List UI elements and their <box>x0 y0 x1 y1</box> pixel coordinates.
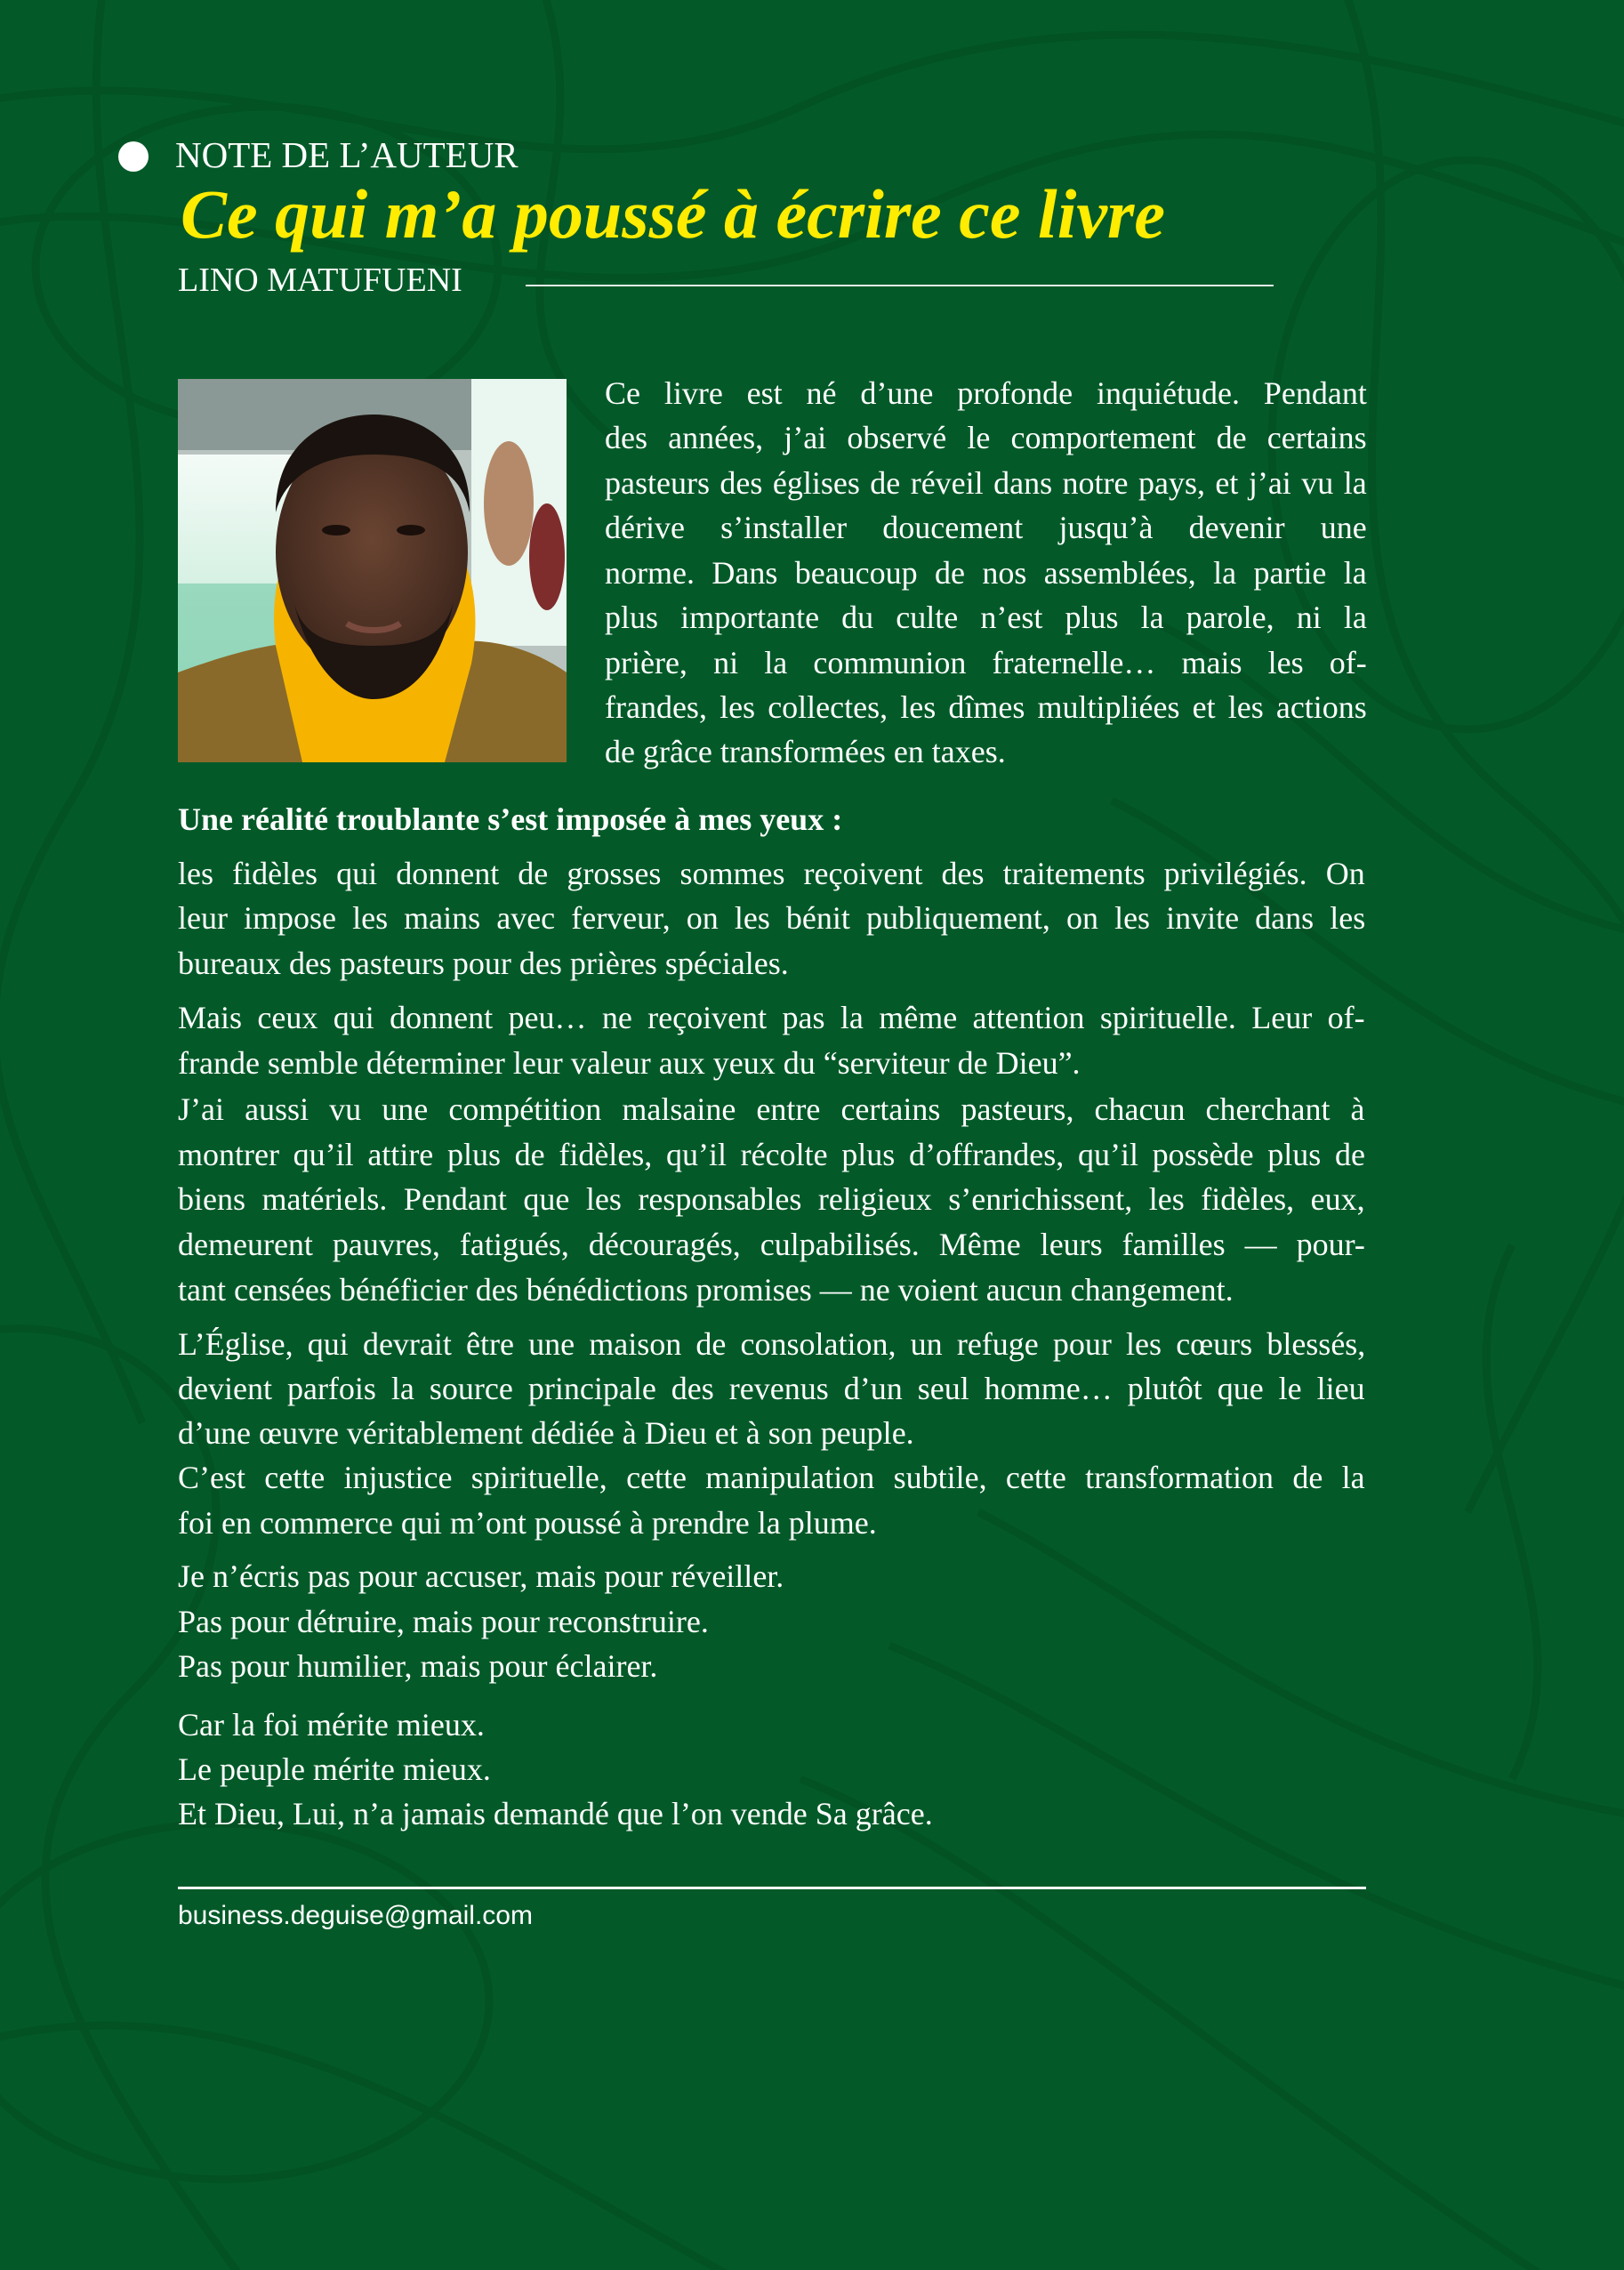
header-divider <box>526 285 1274 286</box>
body-line: L’Église, qui devrait être une maison de consolation, un refuge pour les cœurs blessés, <box>178 1326 1366 1362</box>
body-line: les fidèles qui donnent de grosses sommes reçoivent des traitements privilégiés. On <box>178 856 1365 891</box>
intro-line: des années, j’ai observé le comportement de certains <box>605 420 1367 455</box>
body-line: Et Dieu, Lui, n’a jamais demandé que l’on vende Sa grâce. <box>178 1796 933 1831</box>
intro-line: dérive s’installer doucement jusqu’à devenir une <box>605 510 1367 545</box>
section-kicker: NOTE DE L’AUTEUR <box>175 134 519 175</box>
body-line: Je n’écris pas pour accuser, mais pour réveiller. <box>178 1558 784 1594</box>
body-line: Pas pour humilier, mais pour éclairer. <box>178 1648 658 1684</box>
body-line: demeurent pauvres, fatigués, découragés, culpabilisés. Même leurs familles — pour- <box>178 1227 1365 1262</box>
body-line: Pas pour détruire, mais pour reconstruire. <box>178 1604 709 1639</box>
section-heading: Une réalité troublante s’est imposée à mes yeux : <box>178 801 843 837</box>
email-link[interactable]: business.deguise@gmail.com <box>178 1901 533 1930</box>
body-line: devient parfois la source principale des revenus d’un seul homme… plutôt que le lieu <box>178 1371 1365 1406</box>
body-line: C’est cette injustice spirituelle, cette manipulation subtile, cette transformation de la <box>178 1460 1365 1495</box>
bullet-dot-icon <box>118 141 149 172</box>
body-line: Le peuple mérite mieux. <box>178 1751 491 1787</box>
intro-line: prière, ni la communion fraternelle… mais les of- <box>605 645 1367 680</box>
intro-line: de grâce transformées en taxes. <box>605 734 1006 769</box>
author-name: LINO MATUFUENI <box>178 262 462 299</box>
body-line: foi en commerce qui m’ont poussé à prendre la plume. <box>178 1505 877 1541</box>
body-line: leur impose les mains avec ferveur, on les bénit publiquement, on les invite dans les <box>178 900 1366 936</box>
footer-divider <box>178 1887 1366 1889</box>
page-title: Ce qui m’a poussé à écrire ce livre <box>181 175 1165 253</box>
intro-line: frandes, les collectes, les dîmes multipliées et les actions <box>605 689 1367 725</box>
body-line: montrer qu’il attire plus de fidèles, qu’il récolte plus d’offrandes, qu’il possède plus de <box>178 1137 1365 1172</box>
body-line: biens matériels. Pendant que les responsables religieux s’enrichissent, les fidèles, eux, <box>178 1181 1365 1217</box>
body-line: frande semble déterminer leur valeur aux yeux du “serviteur de Dieu”. <box>178 1045 1081 1081</box>
intro-line: norme. Dans beaucoup de nos assemblées, la partie la <box>605 555 1367 591</box>
body-line: J’ai aussi vu une compétition malsaine entre certains pasteurs, chacun cherchant à <box>178 1091 1365 1127</box>
author-portrait-icon <box>178 379 567 762</box>
intro-line: pasteurs des églises de réveil dans notre pays, et j’ai vu la <box>605 465 1367 501</box>
body-line: tant censées bénéficier des bénédictions promises — ne voient aucun changement. <box>178 1272 1234 1308</box>
body-line: Mais ceux qui donnent peu… ne reçoivent pas la même attention spirituelle. Leur of- <box>178 1000 1365 1035</box>
body-line: bureaux des pasteurs pour des prières spéciales. <box>178 946 789 981</box>
intro-line: plus importante du culte n’est plus la parole, ni la <box>605 600 1367 635</box>
body-line: Car la foi mérite mieux. <box>178 1707 485 1743</box>
author-photo <box>178 379 567 762</box>
body-line: d’une œuvre véritablement dédiée à Dieu et à son peuple. <box>178 1415 914 1451</box>
intro-line: Ce livre est né d’une profonde inquiétude. Pendant <box>605 375 1367 411</box>
